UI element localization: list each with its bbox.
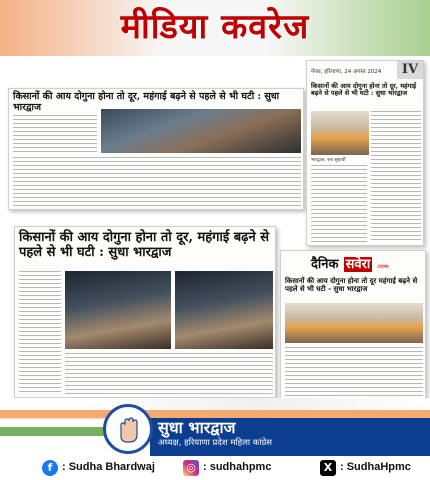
clipping-headline: किसानों की आय दोगुना होना तो दूर, महंगाई बढ़ने से पहले से भी घटी : सुधा भारद्वाज [19, 230, 270, 260]
x-handle[interactable]: : SudhaHpmc [340, 461, 411, 473]
photo-caption: भारद्वाज, जय सुधार्थी [311, 158, 346, 163]
masthead [311, 253, 421, 275]
facebook-icon[interactable]: f [42, 460, 58, 476]
article-text [311, 165, 367, 243]
x-icon[interactable]: X [320, 460, 336, 476]
article-photo [65, 271, 171, 349]
article-text [13, 115, 97, 153]
instagram-icon[interactable]: ◎ [183, 460, 199, 476]
facebook-handle[interactable]: : Sudha Bhardwaj [62, 461, 155, 473]
masthead-dainik: दैनिक [311, 257, 339, 272]
clipping-headline: किसानों की आय दोगुना होना तो दूर महंगाई बढ़ने से पहले से भी घटी - सुधा भारद्वाज [285, 276, 418, 294]
article-text [65, 353, 273, 395]
clipping-top-left [8, 88, 304, 210]
article-text [19, 271, 61, 395]
page-number: IV [397, 61, 423, 79]
clipping-headline: किसानों की आय दोगुना होना तो दूर, महंगाई बढ़ने से पहले से भी घटी : सुधा भारद्वाज [311, 82, 417, 98]
page-title: मीडिया कवरेज [120, 7, 310, 47]
clipping-bottom-left [14, 226, 276, 398]
dateline: नेपथ, हरियाणा, 24 अगस्त 2024 [311, 69, 382, 75]
article-text [371, 111, 421, 243]
leader-title: अध्यक्ष, हरियाणा प्रदेश महिला कांग्रेस [158, 438, 273, 448]
article-photo [101, 109, 301, 153]
masthead-tag: टाइम्स [377, 264, 389, 270]
article-text [13, 157, 301, 207]
clipping-top-right [306, 60, 424, 246]
leader-name: सुधा भारद्वाज [158, 418, 236, 437]
article-photo [285, 303, 423, 343]
article-photo [175, 271, 273, 349]
congress-hand-logo-icon [103, 404, 153, 454]
masthead-savera: सवेरा [345, 257, 371, 272]
clipping-headline: किसानों की आय दोगुना होना तो दूर, महंगाई बढ़ने से पहले से भी घटी : सुधा भारद्वाज [13, 91, 280, 113]
instagram-handle[interactable]: : sudhahpmc [203, 461, 272, 473]
article-photo [311, 111, 369, 155]
